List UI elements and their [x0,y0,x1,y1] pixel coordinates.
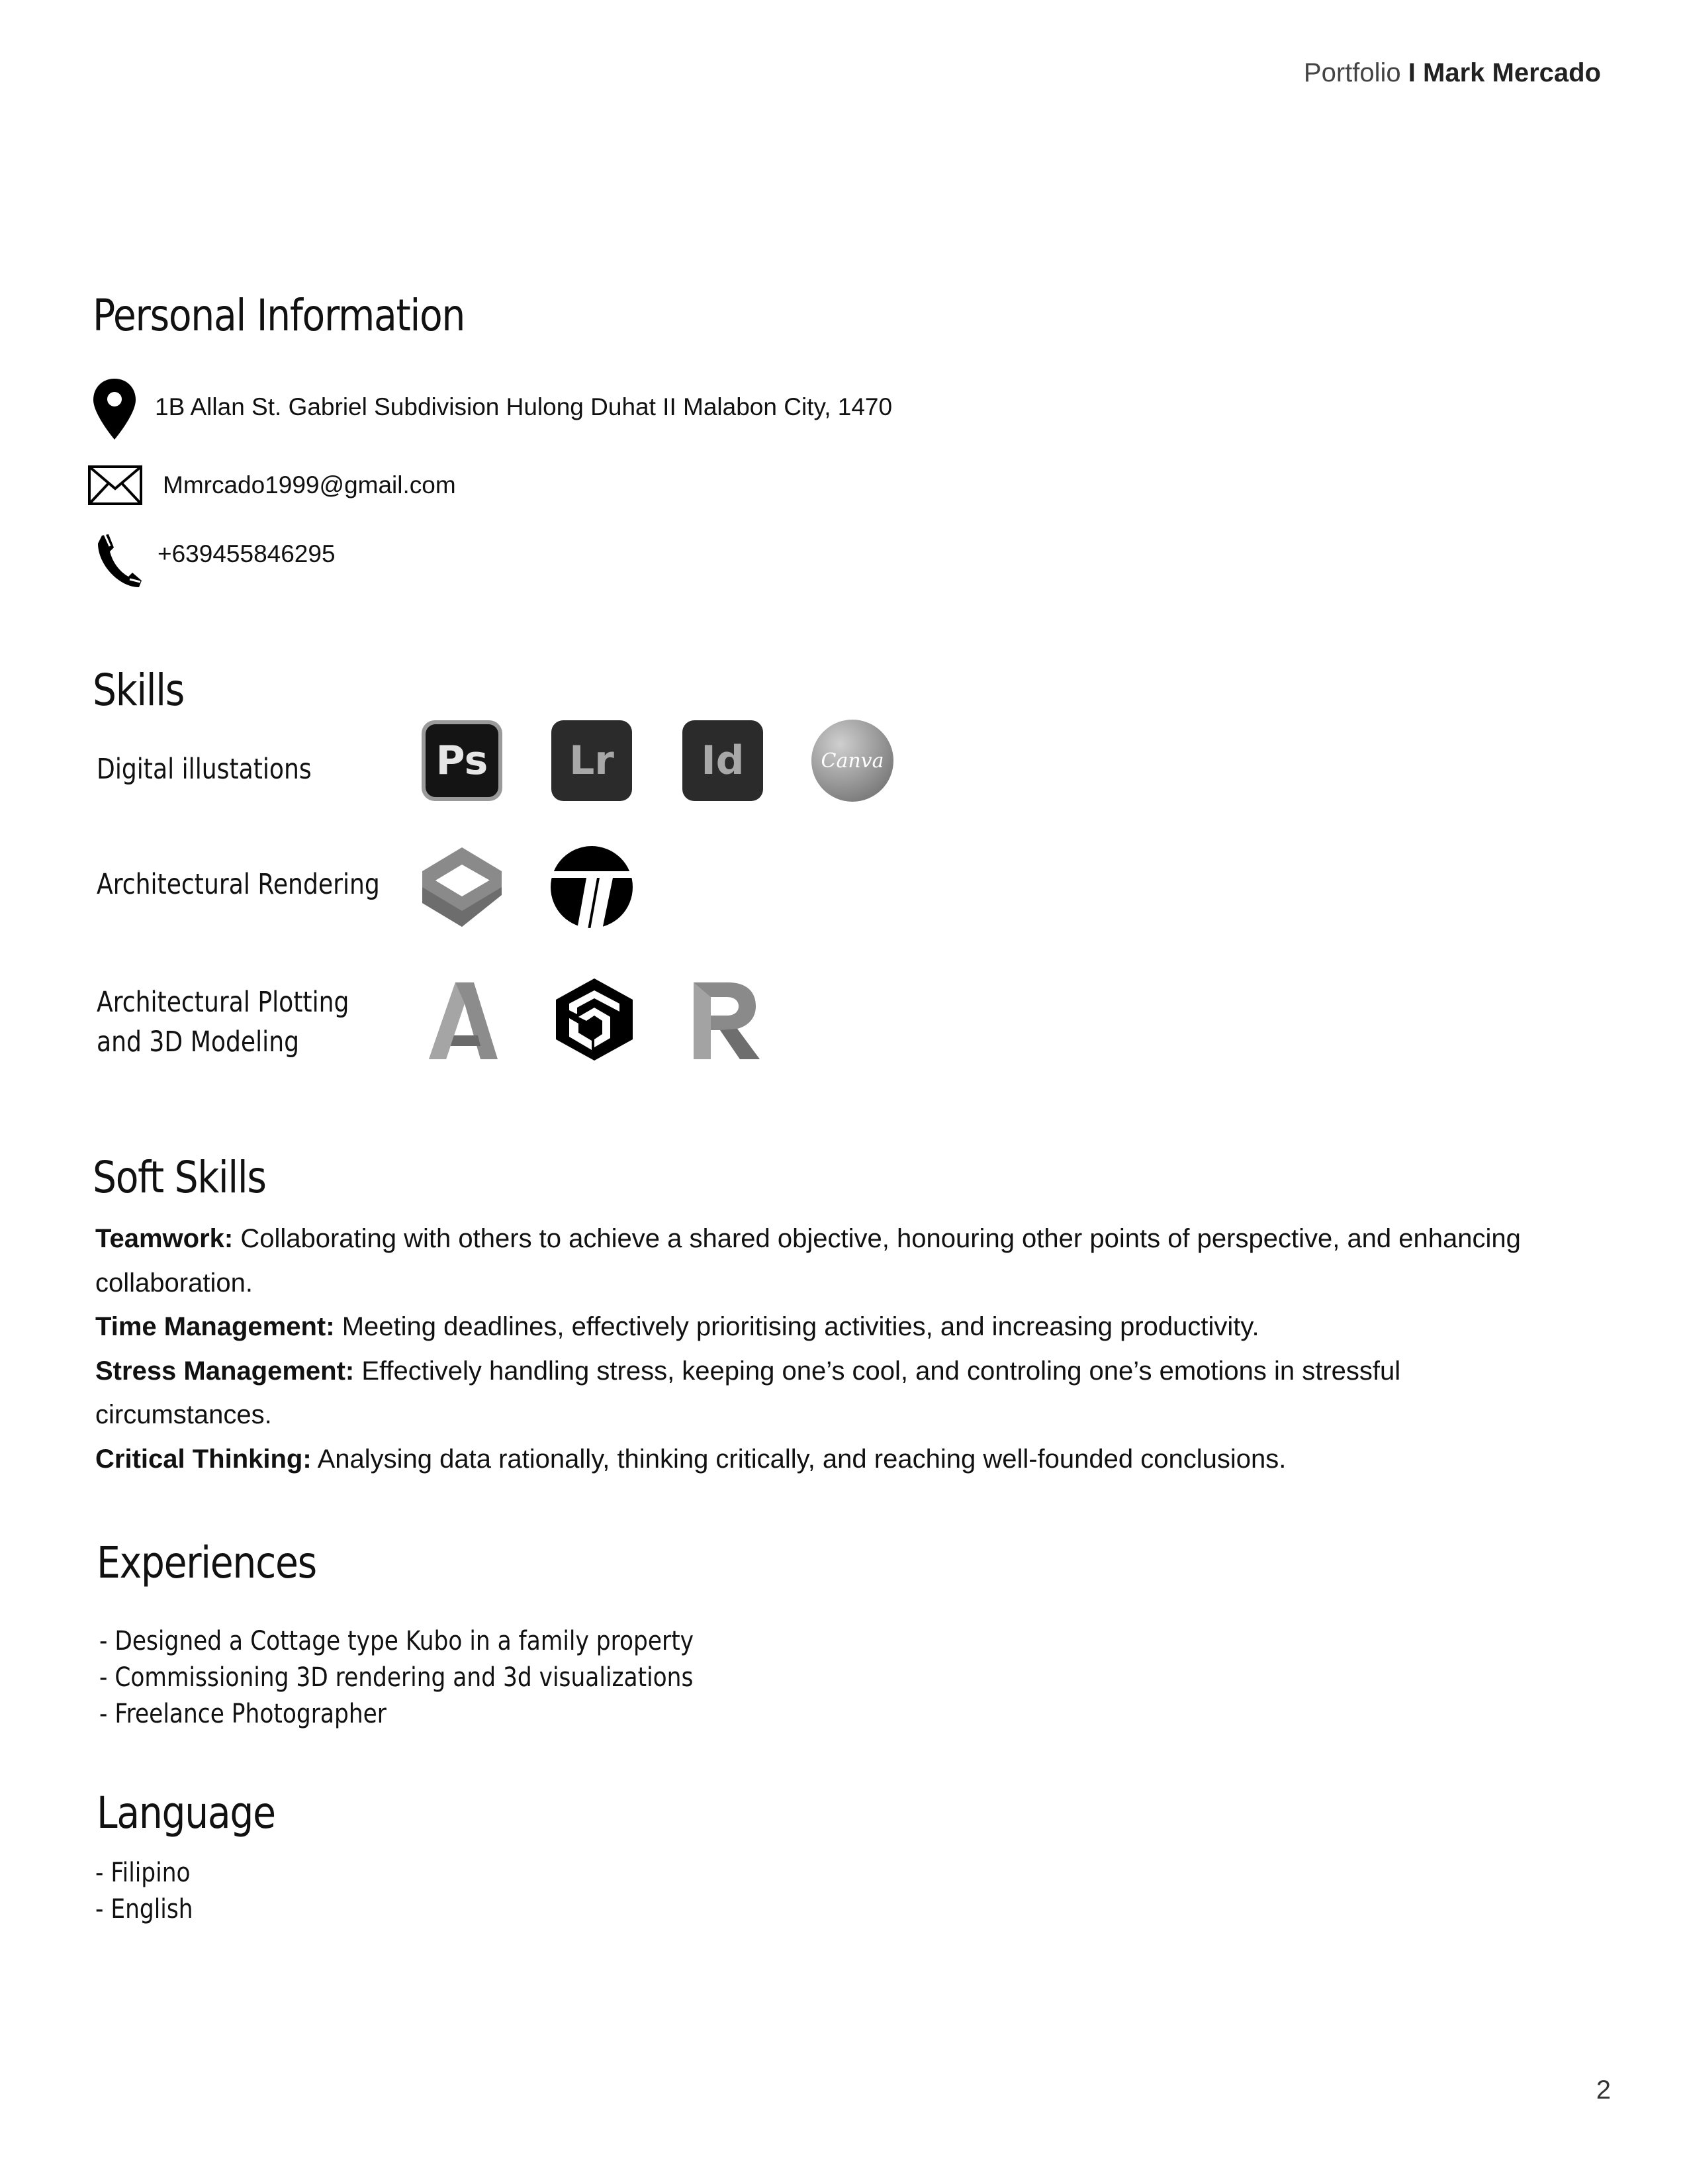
address-row [91,377,892,441]
location-pin-icon [91,377,138,441]
soft-skill-item [95,1349,1538,1437]
phone-icon [93,533,143,590]
experiences-list [99,1623,694,1733]
indesign-logo-icon [680,718,765,803]
soft-skill-term: Critical Thinking: [95,1444,312,1474]
photoshop-logo-text: Ps [435,737,488,784]
skill-label-line: and 3D Modeling [97,1025,300,1059]
page-header [1304,58,1601,88]
soft-skill-item [95,1437,1538,1482]
language-list [95,1855,193,1928]
lightroom-logo-icon [549,718,634,803]
list-item: - Filipino [95,1858,191,1888]
header-author-name: I Mark Mercado [1408,58,1601,87]
soft-skill-desc: Meeting deadlines, effectively prioritising activities, and increasing productivity. [342,1312,1259,1341]
list-item: - Freelance Photographer [99,1699,387,1729]
phone-row [93,533,336,590]
email-text: Mmrcado1999@gmail.com [163,471,456,499]
skill-category-label [97,865,380,904]
photoshop-logo-icon [420,718,504,803]
phone-text: +639455846295 [158,540,336,567]
revit-logo-icon [682,978,766,1063]
soft-skill-term: Stress Management: [95,1356,355,1386]
experiences-heading: Experiences [97,1537,316,1588]
autocad-logo-icon [420,978,504,1063]
soft-skill-desc: Analysing data rationally, thinking critically, and reaching well-founded conclusions. [317,1444,1287,1474]
sketchup-logo-icon [552,977,637,1062]
canva-logo-text: Canva [821,749,884,773]
email-row [87,465,456,506]
canva-logo-icon [810,718,895,803]
enscape-logo-icon [420,845,504,929]
twinmotion-logo-icon [549,845,634,929]
skill-label-line: Architectural Plotting [97,986,349,1019]
skill-category-label [97,749,312,789]
personal-info-heading: Personal Information [93,290,465,341]
language-heading: Language [97,1787,275,1838]
page-number: 2 [1596,2075,1611,2105]
indesign-logo-text: Id [701,737,745,784]
list-item: - Designed a Cottage type Kubo in a family property [99,1626,694,1656]
soft-skill-term: Teamwork: [95,1224,234,1253]
soft-skill-desc: Effectively handling stress, keeping one’s cool, and controling one’s emotions in stressful circumstances. [95,1356,1401,1429]
soft-skill-term: Time Management: [95,1312,335,1341]
address-text: 1B Allan St. Gabriel Subdivision Hulong Duhat II Malabon City, 1470 [155,393,893,420]
lightroom-logo-text: Lr [569,737,614,784]
list-item: - English [95,1894,193,1924]
soft-skill-desc: Collaborating with others to achieve a shared objective, honouring other points of perspective, and enhancing collaboration. [95,1224,1521,1298]
skills-heading: Skills [93,665,185,716]
skill-label-line: Digital illustations [97,753,312,786]
soft-skills-heading: Soft Skills [93,1152,266,1203]
skill-category-label [97,982,349,1062]
soft-skill-item [95,1305,1538,1349]
envelope-icon [87,465,143,506]
soft-skill-item [95,1217,1538,1305]
skill-label-line: Architectural Rendering [97,868,380,901]
soft-skills-list [95,1217,1538,1481]
list-item: - Commissioning 3D rendering and 3d visualizations [99,1662,694,1693]
header-prefix: Portfolio [1303,58,1401,87]
